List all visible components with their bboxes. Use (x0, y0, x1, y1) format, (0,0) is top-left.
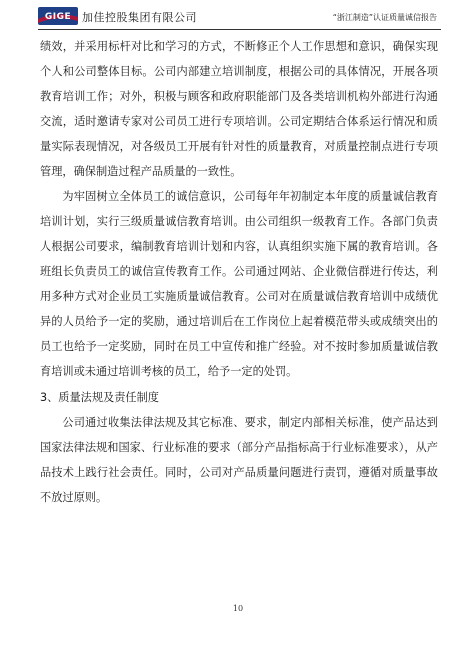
paragraph-regulations: 公司通过收集法律法规及其它标准、要求，制定内部相关标准，使产品达到国家法律法规和国家、行业标准的要求（部分产品指标高于行业标准要求），从产品技术上践行社会责任。同时，公司对产品质量问题进行责罚，遵循对质量事故不放过原则。 (40, 416, 438, 504)
logo-text: GIGE (44, 12, 72, 22)
page-header (38, 6, 441, 28)
company-name: 加佳控股集团有限公司 (82, 11, 197, 24)
paragraph-integrity-training: 为牢固树立全体员工的诚信意识，公司每年年初制定本年度的质量诚信教育培训计划，实行三级质量诚信教育培训。由公司组织一级教育工作。各部门负责人根据公司要求，编制教育培训计划和内容，认真组织实施下属的教育培训。各班组长负责员工的诚信宣传教育工作。公司通过网站、企业微信群进行传达，利用多种方式对企业员工实施质量诚信教育。公司对在质量诚信教育培训中成绩优异的人员给予一定的奖励，通过培训后在工作岗位上起着模范带头或成绩突出的员工也给予一定奖励，同时在员工中宣传和推广经验。对不按时参加质量诚信教育培训或未通过培训考核的员工，给予一定的处罚。 (40, 190, 438, 378)
page-number: 10 (232, 604, 244, 613)
report-title: “浙江制造”认证质量诚信报告 (332, 13, 437, 22)
header-divider (38, 29, 441, 30)
document-body (40, 34, 438, 510)
section-heading: 3、质量法规及责任制度 (40, 391, 159, 404)
paragraph-continued: 绩效，并采用标杆对比和学习的方式，不断修正个人工作思想和意识，确保实现个人和公司整体目标。公司内部建立培训制度，根据公司的具体情况，开展各项教育培训工作；对外，积极与顾客和政府职能部门及各类培训机构外部进行沟通交流，适时邀请专家对公司员工进行专项培训。公司定期结合体系运行情况和质量实际表现情况，对各级员工开展有针对性的质量教育，对质量控制点进行专项管理，确保制造过程产品质量的一致性。 (40, 40, 438, 178)
gige-logo-icon (38, 7, 78, 25)
